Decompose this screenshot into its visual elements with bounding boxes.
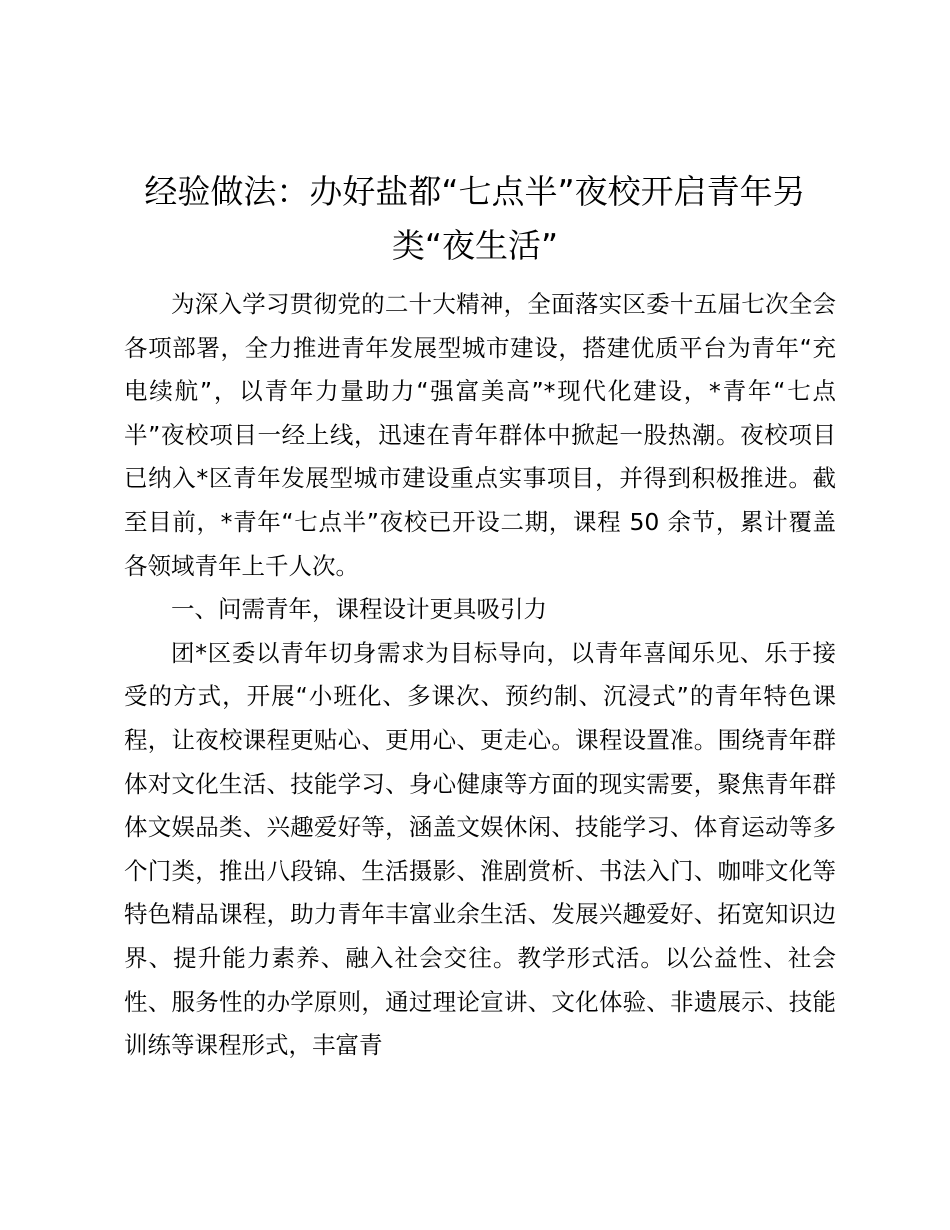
section-paragraph: 团*区委以青年切身需求为目标导向，以青年喜闻乐见、乐于接受的方式，开展“小班化、多课次、预约制、沉浸式”的青年特色课程，让夜校课程更贴心、更用心、更走心。课程设置准。围绕青年群体对文化生活、技能学习、身心健康等方面的现实需要，聚焦青年群体文娱品类、兴趣爱好等，涵盖文娱休闲、技能学习、体育运动等多个门类，推出八段锦、生活摄影、淮剧赏析、书法入门、咖啡文化等特色精品课程，助力青年丰富业余生活、发展兴趣爱好、拓宽知识边界、提升能力素养、融入社会交往。教学形式活。以公益性、社会性、服务性的办学原则，通过理论宣讲、文化体验、非遗展示、技能训练等课程形式，丰富青: [124, 638, 836, 1060]
document-title: 经验做法：办好盐都“七点半”夜校开启青年另类“夜生活”: [144, 172, 806, 265]
intro-paragraph: 为深入学习贯彻党的二十大精神，全面落实区委十五届七次全会各项部署，全力推进青年发展型城市建设，搭建优质平台为青年“充电续航”，以青年力量助力“强富美高”*现代化建设，*青年“七点半”夜校项目一经上线，迅速在青年群体中掀起一股热潮。夜校项目已纳入*区青年发展型城市建设重点实事项目，并得到积极推进。截至目前，*青年“七点半”夜校已开设二期，课程 50 余节，累计覆盖各领域青年上千人次。: [124, 290, 836, 580]
section-heading: 一、问需青年，课程设计更具吸引力: [171, 595, 547, 624]
document-body: [124, 283, 836, 1068]
